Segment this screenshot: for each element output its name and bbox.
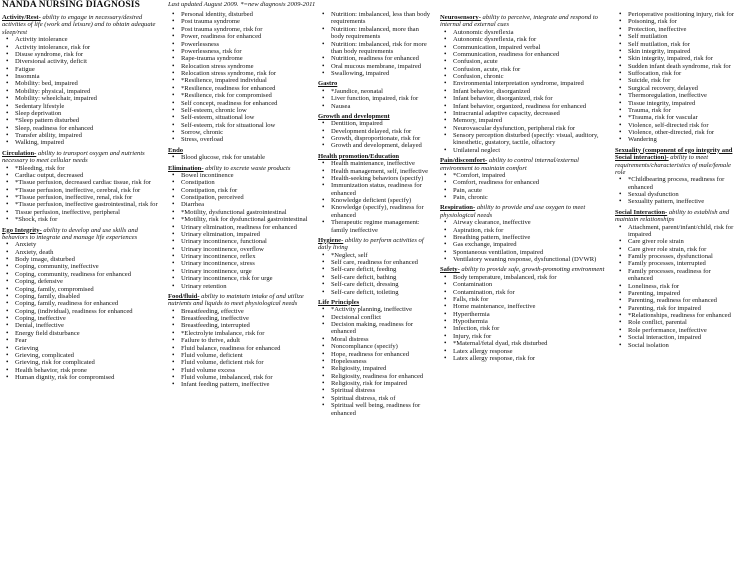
diagnosis-item: • Spiritual well being, readiness for enhanced	[331, 402, 432, 417]
diagnosis-item: • Self mutilation	[628, 33, 735, 40]
diagnosis-item: • Insomnia	[15, 73, 164, 80]
section-title: Activity/Rest-	[2, 14, 41, 21]
section-title: Ego Integrity-	[2, 226, 42, 234]
diagnosis-item: • Urinary incontinence, reflex	[181, 253, 310, 260]
diagnosis-item: • Diarrhea	[181, 201, 310, 208]
diagnosis-item: • Grieving, complicated	[15, 352, 164, 359]
section-heading	[2, 150, 164, 165]
diagnosis-item: • Relocation stress syndrome	[181, 63, 310, 70]
diagnosis-item: • Protection, ineffective	[628, 26, 735, 33]
section-heading	[168, 293, 310, 308]
diagnosis-item: • Self-care deficit, bathing	[331, 274, 432, 281]
diagnosis-item: • Injury, risk for	[453, 333, 608, 340]
diagnosis-item: • Coping, defensive	[15, 278, 164, 285]
diagnosis-section	[440, 14, 608, 154]
diagnosis-section	[615, 209, 735, 349]
diagnosis-item: • Activity intolerance	[15, 36, 164, 43]
diagnosis-item: • Grieving	[15, 345, 164, 352]
diagnosis-item: • Relocation stress syndrome, risk for	[181, 70, 310, 77]
diagnosis-item: • Intracranial adaptive capacity, decreased	[453, 110, 608, 117]
diagnosis-item: • Breathing pattern, ineffective	[453, 234, 608, 241]
diagnosis-item: • Sedentary lifestyle	[15, 103, 164, 110]
diagnosis-item: • Family processes, interrupted	[628, 260, 735, 267]
diagnosis-item: • Religiosity, risk for impaired	[331, 380, 432, 387]
diagnosis-item: • Personal identity, disturbed	[181, 11, 310, 18]
diagnosis-item: • Rape-trauma syndrome	[181, 55, 310, 62]
diagnosis-item: • Memory, impaired	[453, 117, 608, 124]
diagnosis-item: • Bowel incontinence	[181, 172, 310, 179]
diagnosis-section	[318, 113, 432, 150]
diagnosis-item: • Skin integrity, impaired, risk for	[628, 55, 735, 62]
diagnosis-section	[440, 266, 608, 362]
section-heading	[318, 80, 432, 87]
section-title: Pain/discomfort-	[440, 157, 488, 165]
section-title: Safety-	[440, 266, 460, 274]
column-4	[440, 11, 608, 365]
section-description: ability to maintain intake of and utilize nutrients and liquids to meet physiological needs	[168, 292, 304, 308]
section-heading	[440, 266, 608, 273]
diagnosis-item: • Surgical recovery, delayed	[628, 85, 735, 92]
diagnosis-item: • Breastfeeding, interrupted	[181, 322, 310, 329]
diagnosis-item: • Growth, disproportionate, risk for	[331, 135, 432, 142]
diagnosis-item: • Coping, (individual), readiness for enhanced	[15, 308, 164, 315]
diagnosis-item: • Immunization status, readiness for enhanced	[331, 182, 432, 197]
diagnosis-item: • Pain, acute	[453, 187, 608, 194]
diagnosis-item: • Transfer ability, impaired	[15, 132, 164, 139]
diagnosis-item: • Fluid balance, readiness for enhanced	[181, 345, 310, 352]
section-description: ability to control internal/external environment to maintain comfort	[440, 157, 579, 172]
diagnosis-section	[168, 293, 310, 389]
diagnosis-item: • *Relationships, readiness for enhanced	[628, 312, 735, 319]
diagnosis-item: • Suicide, risk for	[628, 77, 735, 84]
diagnosis-item: • Ventilatory weaning response, dysfunctional (DVWR)	[453, 256, 608, 263]
diagnosis-item: • Skin integrity, impaired	[628, 48, 735, 55]
diagnosis-item: • Fluid volume, deficient	[181, 352, 310, 359]
diagnosis-item: • Social interaction, impaired	[628, 334, 735, 341]
diagnosis-item: • *Shock, risk for	[15, 216, 164, 223]
section-description: ability to perceive, integrate and respond to internal and external cues	[440, 14, 598, 29]
diagnosis-item: • Activity intolerance, risk for	[15, 44, 164, 51]
diagnosis-section	[2, 227, 164, 382]
column-5	[615, 11, 735, 352]
diagnosis-item: • Constipation	[181, 179, 310, 186]
diagnosis-item: • Attachment, parent/infant/child, risk for impaired	[628, 224, 735, 239]
diagnosis-list	[168, 11, 310, 144]
diagnosis-item: • Trauma, risk for	[628, 107, 735, 114]
diagnosis-item: • Cardiac output, decreased	[15, 172, 164, 179]
diagnosis-section	[318, 299, 432, 417]
diagnosis-section	[2, 150, 164, 224]
diagnosis-item: • Latex allergy response	[453, 348, 608, 355]
diagnosis-item: • Poisoning, risk for	[628, 18, 735, 25]
diagnosis-item: • *Activity planning, ineffective	[331, 306, 432, 313]
diagnosis-item: • Urinary retention	[181, 283, 310, 290]
diagnosis-item: • Urinary incontinence, risk for urge	[181, 275, 310, 282]
diagnosis-item: • Self-care deficit, dressing	[331, 281, 432, 288]
diagnosis-item: • Infant feeding pattern, ineffective	[181, 381, 310, 388]
diagnosis-item: • Urinary elimination, impaired	[181, 231, 310, 238]
diagnosis-item: • Contamination	[453, 281, 608, 288]
diagnosis-item: • Diversional activity, deficit	[15, 58, 164, 65]
diagnosis-item: • Spiritual distress, risk of	[331, 395, 432, 402]
diagnosis-item: • Confusion, acute, risk for	[453, 66, 608, 73]
diagnosis-list	[168, 172, 310, 290]
diagnosis-item: • *Sleep pattern disturbed	[15, 117, 164, 124]
diagnosis-item: • Body image, disturbed	[15, 256, 164, 263]
diagnosis-section	[318, 153, 432, 234]
section-title: Circulation-	[2, 149, 37, 157]
diagnosis-list	[615, 176, 735, 206]
diagnosis-item: • Self-care deficit, toileting	[331, 289, 432, 296]
page-subtitle: Last updated August 2009. *=new diagnosis 2009-2011	[168, 1, 316, 8]
diagnosis-list	[318, 252, 432, 296]
diagnosis-item: • Urinary incontinence, stress	[181, 260, 310, 267]
diagnosis-item: • Confusion, acute	[453, 58, 608, 65]
diagnosis-item: • Grieving, risk for complicated	[15, 359, 164, 366]
diagnosis-item: • Infant behavior, disorganized, risk for	[453, 95, 608, 102]
section-description: ability to perform activities of daily living	[318, 236, 424, 252]
diagnosis-item: • *Jaundice, neonatal	[331, 88, 432, 95]
diagnosis-item: • Knowledge deficient (specify)	[331, 197, 432, 204]
diagnosis-list	[2, 36, 164, 147]
diagnosis-item: • Urinary incontinence, urge	[181, 268, 310, 275]
diagnosis-item: • Spiritual distress	[331, 387, 432, 394]
diagnosis-item: • Self concept, readiness for enhanced	[181, 100, 310, 107]
diagnosis-item: • Unilateral neglect	[453, 147, 608, 154]
section-description: ability to provide safe, growth-promoting environment	[459, 266, 605, 274]
diagnosis-section	[318, 11, 432, 77]
diagnosis-item: • Loneliness, risk for	[628, 283, 735, 290]
section-title: Social Interaction-	[615, 208, 668, 216]
diagnosis-item: • *Resilience, risk for compromised	[181, 92, 310, 99]
diagnosis-item: • Denial, ineffective	[15, 322, 164, 329]
diagnosis-item: • *Bleeding, risk for	[15, 165, 164, 172]
diagnosis-item: • Family processes, dysfunctional	[628, 253, 735, 260]
diagnosis-item: • Mobility: bed, impaired	[15, 80, 164, 87]
diagnosis-item: • Nausea	[331, 103, 432, 110]
section-heading	[318, 113, 432, 120]
diagnosis-list	[318, 11, 432, 77]
diagnosis-item: • Latex allergy response, risk for	[453, 355, 608, 362]
section-title: Elimination-	[168, 164, 204, 172]
diagnosis-list	[318, 120, 432, 150]
diagnosis-item: • Coping, community, ineffective	[15, 263, 164, 270]
diagnosis-item: • Infant behavior, disorganized	[453, 88, 608, 95]
section-heading	[318, 153, 432, 160]
diagnosis-item: • Thermoregulation, ineffective	[628, 92, 735, 99]
diagnosis-item: • Role conflict, parental	[628, 319, 735, 326]
diagnosis-item: • Tissue perfusion, ineffective, peripheral	[15, 209, 164, 216]
section-title: Neurosensory-	[440, 14, 481, 21]
diagnosis-section	[318, 80, 432, 110]
section-title: Endo	[168, 146, 184, 154]
diagnosis-list	[168, 308, 310, 389]
diagnosis-item: • *Trauma, risk for vascular	[628, 114, 735, 121]
diagnosis-section	[615, 11, 735, 144]
column-2	[168, 11, 310, 392]
section-description: ability to provide and use oxygen to meet physiological needs	[440, 204, 586, 219]
section-description: ability to engage in necessary/desired activities of life (work and leisure) and to obtain adequate sleep/rest	[2, 14, 156, 36]
diagnosis-item: • Sensory perception disturbed (specify: visual, auditory, kinesthetic, gustatory, tactile, olfactory	[453, 132, 608, 147]
diagnosis-item: • Autonomic dysreflexia, risk for	[453, 36, 608, 43]
diagnosis-item: • Nutrition: imbalanced, more than body requirements	[331, 26, 432, 41]
diagnosis-item: • *Tissue perfusion, ineffective gastrointestinal, risk for	[15, 201, 164, 208]
diagnosis-item: • Constipation, perceived	[181, 194, 310, 201]
diagnosis-item: • Therapeutic regime management: family ineffective	[331, 219, 432, 234]
diagnosis-item: • Suffocation, risk for	[628, 70, 735, 77]
diagnosis-item: • Health-seeking behaviors (specify)	[331, 175, 432, 182]
diagnosis-item: • Breastfeeding, effective	[181, 308, 310, 315]
diagnosis-item: • Falls, risk for	[453, 296, 608, 303]
section-description: ability to transport oxygen and nutrients necessary to meet cellular needs	[2, 149, 145, 165]
diagnosis-item: • Care giver role strain	[628, 238, 735, 245]
diagnosis-item: • Family processes, readiness for enhanced	[628, 268, 735, 283]
diagnosis-item: • Hyperthermia	[453, 311, 608, 318]
diagnosis-item: • *Maternal/fetal dyad, risk disturbed	[453, 340, 608, 347]
column-3	[318, 11, 432, 420]
diagnosis-item: • *Resilience, impaired individual	[181, 77, 310, 84]
section-title: Hygiene-	[318, 236, 344, 244]
diagnosis-item: • Social isolation	[628, 342, 735, 349]
diagnosis-item: • Sorrow, chronic	[181, 129, 310, 136]
diagnosis-item: • *Childbearing process, readiness for enhanced	[628, 176, 735, 191]
diagnosis-item: • Confusion, chronic	[453, 73, 608, 80]
diagnosis-item: • Sleep deprivation	[15, 110, 164, 117]
diagnosis-item: • Powerlessness	[181, 41, 310, 48]
diagnosis-item: • Fluid volume excess	[181, 367, 310, 374]
diagnosis-item: • Coping, family, disabled	[15, 293, 164, 300]
section-heading	[168, 165, 310, 172]
diagnosis-item: • Home maintenance, ineffective	[453, 303, 608, 310]
diagnosis-item: • Self mutilation, risk for	[628, 41, 735, 48]
diagnosis-section	[318, 237, 432, 296]
diagnosis-item: • Care giver role strain, risk for	[628, 246, 735, 253]
diagnosis-item: • Dentition, impaired	[331, 120, 432, 127]
diagnosis-list	[318, 88, 432, 110]
diagnosis-item: • Post trauma syndrome	[181, 18, 310, 25]
diagnosis-item: • Decision making, readiness for enhanced	[331, 321, 432, 336]
diagnosis-item: • *Comfort, impaired	[453, 172, 608, 179]
section-heading	[2, 227, 164, 242]
diagnosis-item: • Autonomic dysreflexia	[453, 29, 608, 36]
column-1	[2, 11, 164, 384]
diagnosis-item: • Body temperature, imbalanced, risk for	[453, 274, 608, 281]
diagnosis-item: • Knowledge (specify), readiness for enhanced	[331, 204, 432, 219]
diagnosis-item: • Health behavior, risk prone	[15, 367, 164, 374]
diagnosis-item: • Sleep, readiness for enhanced	[15, 125, 164, 132]
diagnosis-item: • Gas exchange, impaired	[453, 241, 608, 248]
diagnosis-list	[615, 224, 735, 349]
diagnosis-item: • *Motility, dysfunctional gastrointestinal	[181, 209, 310, 216]
diagnosis-item: • Health management, self, ineffective	[331, 168, 432, 175]
section-heading	[440, 14, 608, 29]
diagnosis-item: • Neurovascular dysfunction, peripheral risk for	[453, 125, 608, 132]
section-title: Growth and development	[318, 112, 390, 120]
diagnosis-item: • Mobility: wheelchair, impaired	[15, 95, 164, 102]
diagnosis-item: • *Resilience, readiness for enhanced	[181, 85, 310, 92]
diagnosis-item: • Urinary elimination, readiness for enhanced	[181, 224, 310, 231]
diagnosis-section	[168, 147, 310, 162]
section-heading	[615, 147, 735, 177]
diagnosis-list	[318, 160, 432, 234]
diagnosis-item: • Power, readiness for enhanced	[181, 33, 310, 40]
section-title: Health promotion/Education	[318, 152, 400, 160]
diagnosis-list	[440, 219, 608, 263]
diagnosis-item: • Decisional conflict	[331, 314, 432, 321]
diagnosis-item: • Pain, chronic	[453, 194, 608, 201]
diagnosis-item: • Nutrition: imbalanced, risk for more than body requirements	[331, 41, 432, 56]
diagnosis-item: • Noncompliance (specify)	[331, 343, 432, 350]
diagnosis-list	[2, 241, 164, 381]
diagnosis-item: • Environmental interpretation syndrome, impaired	[453, 80, 608, 87]
diagnosis-list	[168, 154, 310, 161]
diagnosis-item: • Fatigue	[15, 66, 164, 73]
diagnosis-item: • Self-esteem, chronic low	[181, 107, 310, 114]
diagnosis-item: • *Tissue perfusion, decreased cardiac tissue, risk for	[15, 179, 164, 186]
diagnosis-item: • Airway clearance, ineffective	[453, 219, 608, 226]
diagnosis-item: • Tissue integrity, impaired	[628, 100, 735, 107]
diagnosis-item: • Urinary incontinence, overflow	[181, 246, 310, 253]
diagnosis-item: • Oral mucous membrane, impaired	[331, 63, 432, 70]
section-heading	[440, 157, 608, 172]
diagnosis-item: • Violence, self-directed risk for	[628, 122, 735, 129]
section-heading	[168, 147, 310, 154]
diagnosis-item: • Parenting, risk for impaired	[628, 305, 735, 312]
section-title: Respiration-	[440, 204, 476, 212]
section-heading	[2, 14, 164, 36]
diagnosis-item: • Sexual dysfunction	[628, 191, 735, 198]
diagnosis-item: • Human dignity, risk for compromised	[15, 374, 164, 381]
diagnosis-item: • Fluid volume, imbalanced, risk for	[181, 374, 310, 381]
diagnosis-list	[318, 306, 432, 417]
diagnosis-item: • Anxiety, death	[15, 249, 164, 256]
diagnosis-item: • Coping, family, compromised	[15, 286, 164, 293]
diagnosis-item: • Spontaneous ventilation, impaired	[453, 249, 608, 256]
section-heading	[318, 237, 432, 252]
diagnosis-section	[2, 14, 164, 147]
diagnosis-item: • Hopelessness	[331, 358, 432, 365]
diagnosis-item: • *Motility, risk for dysfunctional gastrointestinal	[181, 216, 310, 223]
diagnosis-item: • Religiosity, impaired	[331, 365, 432, 372]
diagnosis-item: • Mobility: physical, impaired	[15, 88, 164, 95]
diagnosis-item: • Infection, risk for	[453, 325, 608, 332]
diagnosis-item: • Powerlessness, risk for	[181, 48, 310, 55]
diagnosis-item: • *Electrolyte imbalance, risk for	[181, 330, 310, 337]
diagnosis-item: • Communication, readiness for enhanced	[453, 51, 608, 58]
diagnosis-item: • Coping, community, readiness for enhanced	[15, 271, 164, 278]
diagnosis-item: • Anxiety	[15, 241, 164, 248]
diagnosis-item: • Failure to thrive, adult	[181, 337, 310, 344]
section-description: ability to establish and maintain relationships	[615, 208, 730, 224]
diagnosis-list	[440, 274, 608, 363]
diagnosis-item: • Liver function, impaired, risk for	[331, 95, 432, 102]
diagnosis-section	[440, 204, 608, 263]
diagnosis-item: • Sexuality pattern, ineffective	[628, 198, 735, 205]
diagnosis-item: • *Tissue perfusion, ineffective, cerebral, risk for	[15, 187, 164, 194]
diagnosis-list	[615, 11, 735, 144]
section-description: ability to develop and use skills and behaviors to integrate and manage life experiences	[2, 226, 138, 241]
diagnosis-item: • Wandering	[628, 136, 735, 143]
diagnosis-item: • Aspiration, risk for	[453, 227, 608, 234]
page-title: NANDA NURSING DIAGNOSIS	[2, 0, 140, 10]
diagnosis-item: • Coping, ineffective	[15, 315, 164, 322]
diagnosis-item: • Role performance, ineffective	[628, 327, 735, 334]
diagnosis-item: • Walking, impaired	[15, 139, 164, 146]
diagnosis-item: • Fluid volume, deficient risk for	[181, 359, 310, 366]
diagnosis-section	[168, 11, 310, 144]
diagnosis-item: • Breastfeeding, ineffective	[181, 315, 310, 322]
diagnosis-item: • Moral distress	[331, 336, 432, 343]
diagnosis-item: • Urinary incontinence, functional	[181, 238, 310, 245]
diagnosis-item: • Energy field disturbance	[15, 330, 164, 337]
diagnosis-list	[2, 165, 164, 224]
diagnosis-item: • Development delayed, risk for	[331, 128, 432, 135]
diagnosis-item: • Constipation, risk for	[181, 187, 310, 194]
diagnosis-item: • Nutrition: imbalanced, less than body requirements	[331, 11, 432, 26]
diagnosis-item: • Parenting, readiness for enhanced	[628, 297, 735, 304]
diagnosis-item: • Infant behavior, organized, readiness for enhanced	[453, 103, 608, 110]
diagnosis-section	[440, 157, 608, 201]
diagnosis-item: • Self-care deficit, feeding	[331, 266, 432, 273]
diagnosis-item: • Religiosity, readiness for enhanced	[331, 373, 432, 380]
diagnosis-item: • Stress, overload	[181, 136, 310, 143]
section-title: Sexuality (component of ego integrity and Social interaction)-	[615, 146, 733, 162]
diagnosis-item: • Violence, other-directed, risk for	[628, 129, 735, 136]
diagnosis-item: • Hypothermia	[453, 318, 608, 325]
diagnosis-item: • *Neglect, self	[331, 252, 432, 259]
section-description: ability to excrete waste products	[203, 164, 291, 172]
diagnosis-list	[440, 172, 608, 202]
diagnosis-item: • Self-esteem, situational low	[181, 114, 310, 121]
diagnosis-item: • Growth and development, delayed	[331, 142, 432, 149]
section-heading	[440, 204, 608, 219]
diagnosis-item: • Hope, readiness for enhanced	[331, 351, 432, 358]
diagnosis-item: • Coping, family, readiness for enhanced	[15, 300, 164, 307]
diagnosis-list	[440, 29, 608, 154]
diagnosis-item: • Health maintenance, ineffective	[331, 160, 432, 167]
diagnosis-section	[615, 147, 735, 206]
section-title: Life Principles	[318, 298, 360, 306]
diagnosis-item: • Perioperative positioning injury, risk for	[628, 11, 735, 18]
section-title: Food/fluid-	[168, 292, 200, 300]
diagnosis-item: • Nutrition, readiness for enhanced	[331, 55, 432, 62]
diagnosis-item: • Sudden infant death syndrome, risk for	[628, 63, 735, 70]
diagnosis-item: • Blood glucose, risk for unstable	[181, 154, 310, 161]
diagnosis-section	[168, 165, 310, 290]
diagnosis-item: • Parenting, impaired	[628, 290, 735, 297]
diagnosis-item: • Swallowing, impaired	[331, 70, 432, 77]
diagnosis-item: • Contamination, risk for	[453, 289, 608, 296]
section-title: Gastro	[318, 80, 338, 88]
diagnosis-item: • Comfort, readiness for enhanced	[453, 179, 608, 186]
diagnosis-item: • Self care, readiness for enhanced	[331, 259, 432, 266]
diagnosis-item: • Post trauma syndrome, risk for	[181, 26, 310, 33]
section-heading	[615, 209, 735, 224]
diagnosis-item: • *Tissue perfusion, ineffective, renal, risk for	[15, 194, 164, 201]
diagnosis-item: • Communication, impaired verbal	[453, 44, 608, 51]
diagnosis-item: • Disuse syndrome, risk for	[15, 51, 164, 58]
diagnosis-item: • Self-esteem, risk for situational low	[181, 122, 310, 129]
section-heading	[318, 299, 432, 306]
section-description: ability to meet requirements/characteristics of male/female role	[615, 154, 731, 176]
diagnosis-item: • Fear	[15, 337, 164, 344]
